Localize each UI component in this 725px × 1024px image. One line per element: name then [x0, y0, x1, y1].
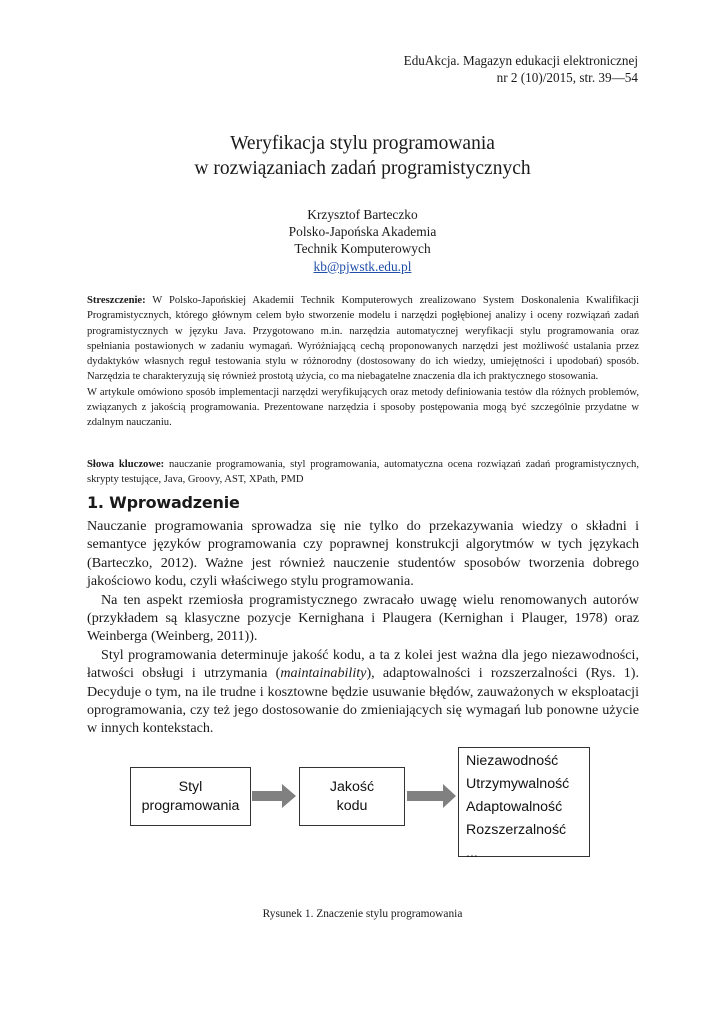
affiliation-line-2: Technik Komputerowych: [294, 241, 431, 257]
attribute-item: Utrzymywalność: [466, 776, 570, 792]
box-quality-line-1: Jakość: [329, 778, 375, 795]
box-style-line-2: programowania: [141, 797, 240, 814]
abstract-text-1: W Polsko-Japońskiej Akademii Technik Komputerowych zrealizowano System Doskonalenia Kwalifikacji Programistycznych, którego głównym celem było stworzenie modelu i narzędzi pogłębionej analizy i oceny rozwiązań zadań programistycznych w języku Java. Przygotowano m.in. narzędzia automatycznej weryfikacji stylu programowania oraz spełniania postawionych w zadaniu wymagań. Wyróżniającą cechą proponowanych narzędzi jest możliwość ustalania przez dydaktyków własnych reguł testowania stylu w różnorodny (dostosowany do ich wiedzy, umiejętności i upodobań) sposób. Narzędzia te charakteryzują się również prostotą użycia, co ma niebagatelne znaczenia dla ich praktycznego stosowania.: [87, 295, 639, 383]
paragraph-3-part-a: Styl programowania determinuje jakość kodu, a ta z kolei jest ważna dla jego niezawodności, łatwości obsługi i utrzymania (: [87, 646, 639, 682]
paragraph-3: [87, 646, 639, 738]
keywords-text: nauczanie programowania, styl programowania, automatyczna ocena rozwiązań zadań programistycznych, skrypty testujące, Java, Groovy, AST, XPath, PMD: [87, 459, 639, 486]
attribute-item: ...: [466, 845, 478, 861]
title-line-2: w rozwiązaniach zadań programistycznych: [194, 158, 531, 179]
box-quality-line-2: kodu: [336, 797, 368, 814]
journal-name: EduAkcja. Magazyn edukacji elektronicznej: [403, 53, 638, 68]
attribute-item: Rozszerzalność: [466, 822, 567, 838]
abstract-label: Streszczenie:: [87, 295, 146, 306]
affiliation-line-1: Polsko-Japońska Akademia: [288, 224, 437, 240]
paragraph-1: Nauczanie programowania sprowadza się nie tylko do przekazywania wiedzy o składni i semantyce języków programowania czy poprawnej konstrukcji algorytmów w tych językach (Barteczko, 2012). Ważne jest również nauczenie studentów sposobów tworzenia dobrego jakościowo kodu, czyli właściwego stylu programowania.: [87, 518, 639, 590]
body-text: [87, 517, 639, 738]
arrow-2: [407, 784, 456, 808]
title-line-1: Weryfikacja stylu programowania: [230, 133, 495, 154]
paragraph-2: Na ten aspekt rzemiosła programistycznego zwracało uwagę wielu renomowanych autorów (przykładem są klasyczne pozycje Kernighana i Plaugera (Kernighan i Plauger, 1978) oraz Weinberga (Weinberg, 2011)).: [87, 591, 639, 645]
keywords: [87, 457, 639, 488]
figure-box-attributes: [458, 747, 590, 861]
author-email-link[interactable]: kb@pjwstk.edu.pl: [313, 258, 412, 274]
paper-title: [0, 131, 725, 181]
author-block: [0, 206, 725, 275]
figure-caption: Rysunek 1. Znaczenie stylu programowania: [262, 908, 463, 920]
figure-box-style: [130, 767, 251, 826]
abstract-text-2: W artykule omówiono sposób implementacji narzędzi weryfikujących oraz metody definiowania testów dla różnych problemów, związanych z jakością programowania. Prezentowane narzędzia i sposoby postępowania mogą być szczególnie przydatne w zdalnym nauczaniu.: [87, 386, 639, 429]
journal-header: [404, 52, 638, 86]
section-heading: 1. Wprowadzenie: [87, 493, 240, 512]
journal-issue: nr 2 (10)/2015, str. 39—54: [496, 70, 638, 85]
attribute-item: Niezawodność: [466, 753, 559, 769]
author-name: Krzysztof Barteczko: [307, 207, 418, 222]
abstract: [87, 293, 639, 431]
paragraph-3-italic: maintainability: [280, 665, 367, 682]
box-style-line-1: Styl: [178, 778, 203, 795]
arrow-1: [252, 784, 296, 808]
paragraph-3-part-b: ), adaptowalności i rozszerzalności (Rys. 1). Decyduje o tym, na ile trudne i kosztowne będzie usuwanie błędów, zauważonych w eksploatacji oprogramowania, czy też jego dostosowanie do zmieniających się wymagań lub ponowne użycie w innych kontekstach.: [87, 665, 639, 737]
attribute-item: Adaptowalność: [466, 799, 563, 815]
figure-box-quality: [299, 767, 405, 826]
keywords-label: Słowa kluczowe:: [87, 459, 165, 470]
